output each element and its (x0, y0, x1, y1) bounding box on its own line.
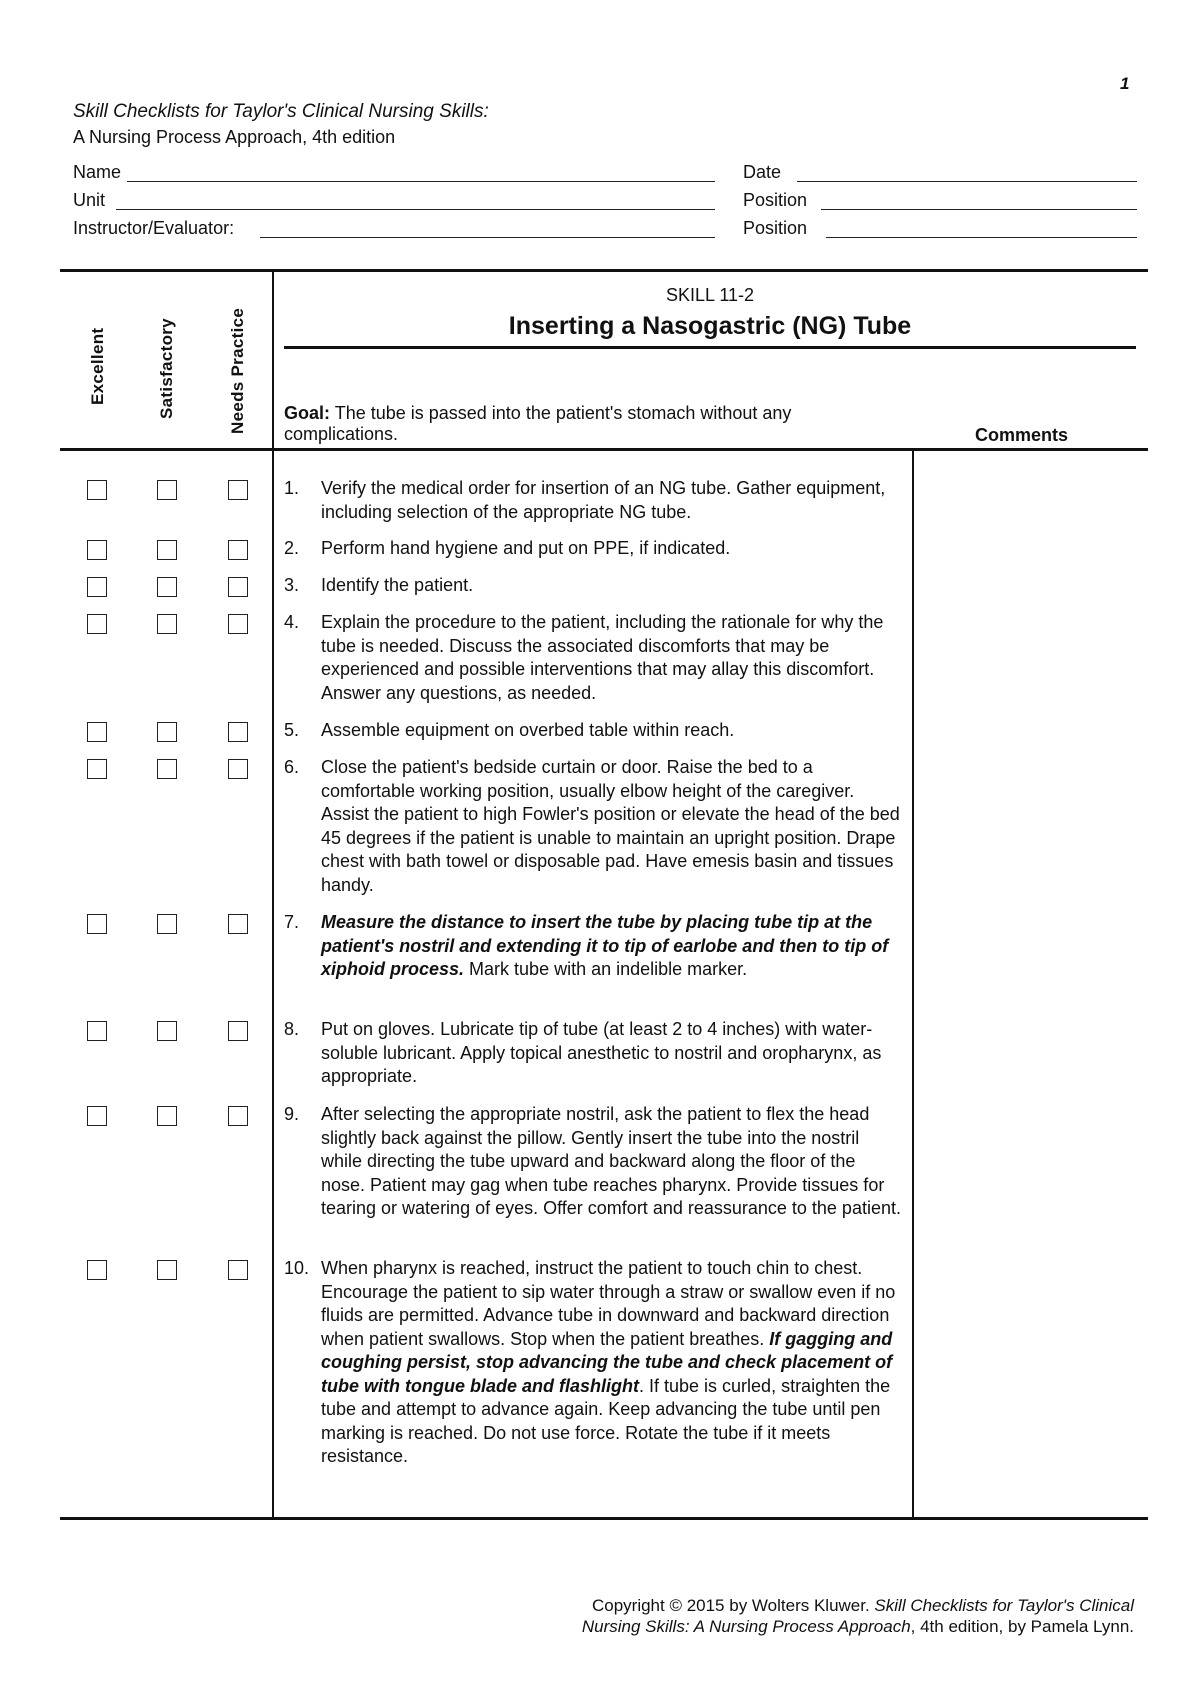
position-field-1[interactable] (821, 209, 1137, 210)
step-item (284, 911, 904, 982)
step-text (321, 574, 904, 598)
step-text-part: Identify the patient. (321, 575, 474, 595)
satisfactory-checkbox[interactable] (157, 577, 177, 597)
excellent-checkbox[interactable] (87, 614, 107, 634)
header-needs-practice: Needs Practice (228, 307, 247, 434)
satisfactory-checkbox[interactable] (157, 1260, 177, 1280)
needs-practice-checkbox[interactable] (228, 1260, 248, 1280)
instructor-field[interactable] (260, 237, 715, 238)
table-top-rule (60, 269, 1148, 272)
table-bottom-rule (60, 1517, 1148, 1520)
header-satisfactory: Satisfactory (157, 318, 176, 419)
excellent-checkbox[interactable] (87, 914, 107, 934)
satisfactory-checkbox[interactable] (157, 914, 177, 934)
step-item (284, 611, 904, 705)
step-item (284, 537, 904, 561)
position-label-2: Position (743, 218, 808, 238)
needs-practice-checkbox[interactable] (228, 1021, 248, 1041)
step-item (284, 477, 904, 524)
excellent-checkbox[interactable] (87, 1021, 107, 1041)
needs-practice-checkbox[interactable] (228, 540, 248, 560)
step-text-part: Explain the procedure to the patient, including the rationale for why the tube is needed. Discuss the associated discomforts that may be experienced and possible interventions that may allay this discomfort. Answer any questions, as needed. (321, 612, 884, 703)
name-label: Name (73, 162, 122, 182)
comments-column-divider (912, 450, 914, 1518)
needs-practice-checkbox[interactable] (228, 614, 248, 634)
table-header-rule (60, 448, 1148, 451)
book-edition: A Nursing Process Approach, 4th edition (73, 127, 396, 147)
step-text-part: After selecting the appropriate nostril, ask the patient to flex the head slightly back against the pillow. Gently insert the tube into the nostril while directing the tube upward and backward along the floor of the nose. Patient may gag when tube reaches pharynx. Provide tissues for tearing or watering of eyes. Offer comfort and reassurance to the patient. (321, 1104, 901, 1218)
step-number: 10. (284, 1258, 310, 1278)
header-excellent: Excellent (88, 327, 107, 405)
step-item (284, 756, 904, 897)
step-number: 6. (284, 757, 300, 777)
excellent-checkbox[interactable] (87, 540, 107, 560)
step-text-part: Perform hand hygiene and put on PPE, if indicated. (321, 538, 731, 558)
step-critical-text: Measure the distance to insert the tube by placing tube tip at the patient's nostril and extending it to tip of earlobe and then to tip of xiphoid process. (321, 912, 889, 979)
copyright-book-title: Skill Checklists for Taylor's Clinical (874, 1596, 1134, 1615)
copyright-book-subtitle: Nursing Skills: A Nursing Process Approach (581, 1617, 911, 1636)
step-number: 7. (284, 912, 300, 932)
step-text-part: Put on gloves. Lubricate tip of tube (at least 2 to 4 inches) with water-soluble lubricant. Apply topical anesthetic to nostril and oropharynx, as appropriate. (321, 1019, 882, 1086)
needs-practice-checkbox[interactable] (228, 480, 248, 500)
satisfactory-checkbox[interactable] (157, 614, 177, 634)
goal-label: Goal: (284, 403, 331, 423)
goal-text: The tube is passed into the patient's stomach without any complications. (284, 403, 792, 444)
copyright-text: Copyright © 2015 by Wolters Kluwer. (591, 1596, 875, 1615)
step-number: 9. (284, 1104, 300, 1124)
unit-label: Unit (73, 190, 106, 210)
step-text (321, 1103, 904, 1221)
copyright (582, 1595, 1134, 1637)
title-rule (284, 346, 1136, 349)
date-field[interactable] (797, 181, 1137, 182)
step-text (321, 756, 904, 897)
satisfactory-checkbox[interactable] (157, 480, 177, 500)
step-text (321, 611, 904, 705)
step-text (321, 537, 904, 561)
satisfactory-checkbox[interactable] (157, 1106, 177, 1126)
step-number: 5. (284, 720, 300, 740)
excellent-checkbox[interactable] (87, 1106, 107, 1126)
step-critical-text: If gagging and coughing persist, stop advancing the tube and check placement of tube with tongue blade and flashlight (321, 1328, 893, 1396)
name-field[interactable] (127, 181, 715, 182)
position-label-1: Position (743, 190, 808, 210)
step-number: 4. (284, 612, 300, 632)
excellent-checkbox[interactable] (87, 722, 107, 742)
step-text-part: Verify the medical order for insertion of an NG tube. Gather equipment, including selection of the appropriate NG tube. (321, 478, 886, 522)
step-text (321, 911, 904, 982)
date-label: Date (743, 162, 782, 182)
needs-practice-checkbox[interactable] (228, 722, 248, 742)
copyright-edition: , 4th edition, by Pamela Lynn. (910, 1617, 1134, 1636)
step-text-part: When pharynx is reached, instruct the patient to touch chin to chest. Encourage the patient to sip water through a straw or swallow even if no fluids are permitted. Advance tube in downward and backward direction when patient swallows. Stop when the patient breathes. (321, 1258, 896, 1349)
needs-practice-checkbox[interactable] (228, 577, 248, 597)
instructor-label: Instructor/Evaluator: (73, 218, 235, 238)
needs-practice-checkbox[interactable] (228, 1106, 248, 1126)
step-number: 3. (284, 575, 300, 595)
step-item (284, 1257, 904, 1469)
comments-header: Comments (975, 425, 1069, 445)
step-item (284, 1103, 904, 1221)
page-number: 1 (1120, 74, 1130, 93)
step-text-part: Assemble equipment on overbed table within reach. (321, 720, 735, 740)
step-item (284, 1018, 904, 1089)
step-item (284, 719, 904, 743)
step-text-part: . If tube is curled, straighten the tube and attempt to advance again. Keep advancing the tube until pen marking is reached. Do not use force. Rotate the tube if it meets resistance. (321, 1375, 891, 1466)
skill-number: SKILL 11-2 (665, 285, 755, 305)
excellent-checkbox[interactable] (87, 577, 107, 597)
step-text (321, 477, 904, 524)
satisfactory-checkbox[interactable] (157, 1021, 177, 1041)
excellent-checkbox[interactable] (87, 759, 107, 779)
book-title: Skill Checklists for Taylor's Clinical Nursing Skills: (73, 101, 489, 122)
skill-title: Inserting a Nasogastric (NG) Tube (508, 312, 912, 340)
step-text (321, 719, 904, 743)
needs-practice-checkbox[interactable] (228, 759, 248, 779)
satisfactory-checkbox[interactable] (157, 540, 177, 560)
needs-practice-checkbox[interactable] (228, 914, 248, 934)
step-text-part: Mark tube with an indelible marker. (464, 959, 748, 979)
position-field-2[interactable] (826, 237, 1137, 238)
excellent-checkbox[interactable] (87, 480, 107, 500)
step-number: 1. (284, 478, 300, 498)
step-item (284, 574, 904, 598)
excellent-checkbox[interactable] (87, 1260, 107, 1280)
step-number: 2. (284, 538, 300, 558)
satisfactory-checkbox[interactable] (157, 722, 177, 742)
step-number: 8. (284, 1019, 300, 1039)
goal (284, 403, 904, 445)
step-text (321, 1018, 904, 1089)
step-text (321, 1257, 904, 1469)
rating-column-divider (272, 271, 274, 1518)
unit-field[interactable] (116, 209, 715, 210)
step-text-part: Close the patient's bedside curtain or door. Raise the bed to a comfortable working position, usually elbow height of the caregiver. Assist the patient to high Fowler's position or elevate the head of the bed 45 degrees if the patient is unable to maintain an upright position. Drape chest with bath towel or disposable pad. Have emesis basin and tissues handy. (321, 757, 900, 895)
satisfactory-checkbox[interactable] (157, 759, 177, 779)
